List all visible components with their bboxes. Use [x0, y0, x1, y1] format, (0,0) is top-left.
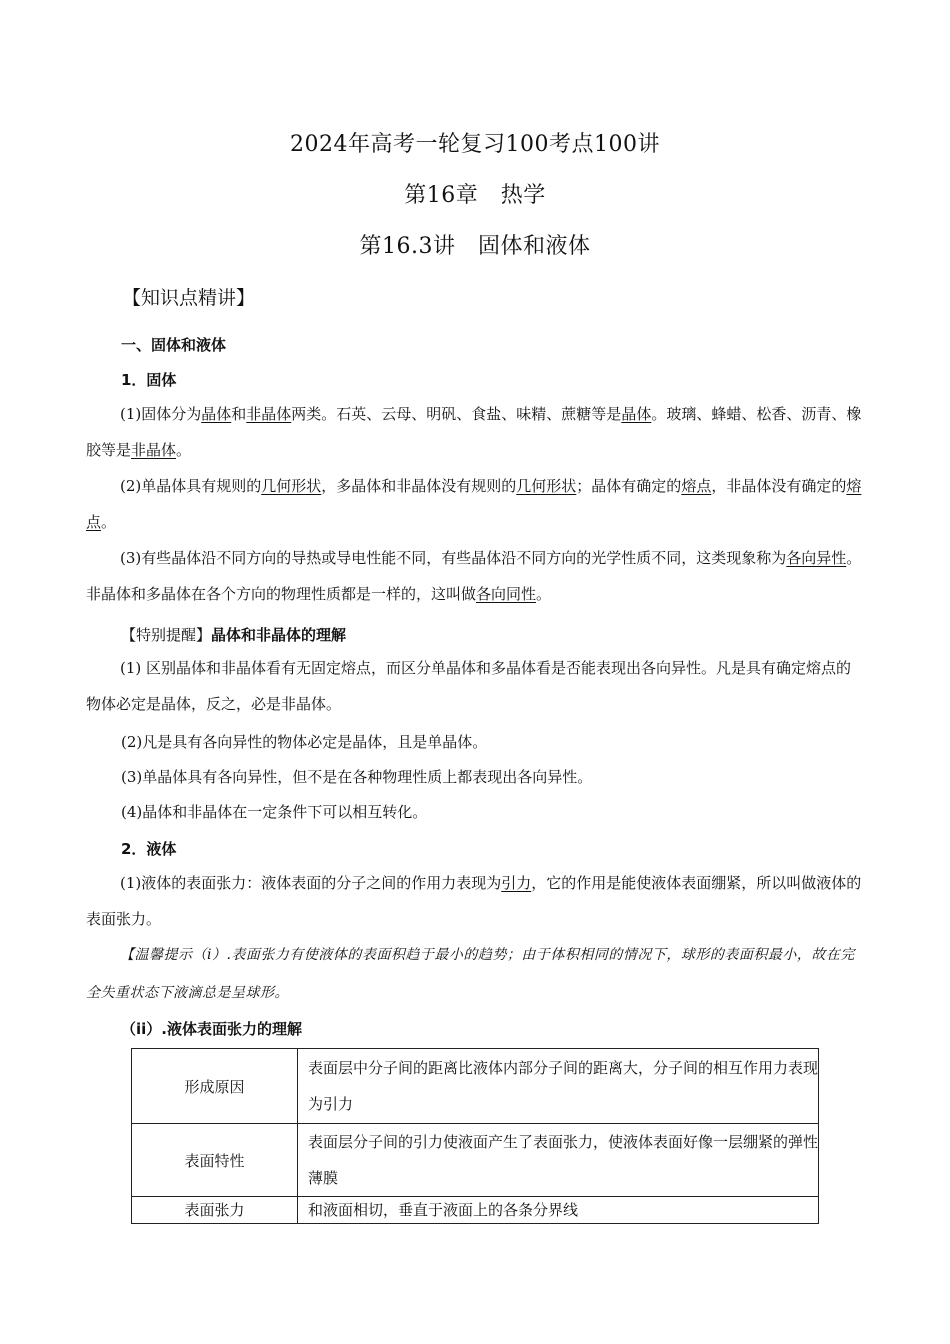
subheading-solid: 1．固体 [121, 371, 177, 389]
table-key-cell: 表面张力 [132, 1197, 298, 1224]
underlined-term: 几何形状 [261, 477, 322, 495]
text: 两类。石英、云母、明矾、食盐、味精、蔗糖等是 [291, 405, 622, 423]
paragraph-4 [86, 865, 866, 937]
paragraph-2 [86, 468, 866, 540]
text: (2)单晶体具有规则的 [120, 477, 262, 495]
tip-subheading: （ii）.液体表面张力的理解 [121, 1020, 302, 1038]
section-tag: 【知识点精讲】 [122, 287, 256, 309]
paragraph-1 [86, 396, 866, 468]
subheading-liquid: 2．液体 [121, 840, 177, 858]
tip-paragraph: 【温馨提示（i）.表面张力有使液体的表面积趋于最小的趋势；由于体积相同的情况下，球形的表面积最小，故在完全失重状态下液滴总是呈球形。 [86, 947, 855, 1001]
table-row [132, 1049, 819, 1124]
text: (1)固体分为 [120, 405, 202, 423]
remind-point-1: (1) 区别晶体和非晶体看有无固定熔点，而区分单晶体和多晶体看是否能表现出各向异性。凡是具有确定熔点的物体必定是晶体，反之，必是非晶体。 [86, 659, 852, 713]
underlined-term: 各向异性 [786, 549, 847, 567]
heading-solid-liquid: 一、固体和液体 [121, 336, 227, 354]
underlined-term: 非晶体 [246, 405, 292, 423]
surface-tension-table [131, 1048, 819, 1224]
text: ，多晶体和非晶体没有规则的 [321, 477, 517, 495]
document-title: 2024年高考一轮复习100考点100讲 [290, 132, 660, 157]
text: ，它的作用是能使液体表面绷紧，所以叫做液体的表面张力。 [86, 874, 862, 928]
underlined-term: 熔点 [681, 477, 712, 495]
text: (1)液体的表面张力：液体表面的分子之间的作用力表现为 [120, 874, 502, 892]
text: 。非晶体和多晶体在各个方向的物理性质都是一样的，这叫做 [86, 549, 862, 603]
text: 。 [101, 513, 117, 531]
remind-point-2: (2)凡是具有各向异性的物体必定是晶体，且是单晶体。 [121, 733, 488, 751]
underlined-term: 几何形状 [516, 477, 577, 495]
underlined-term: 引力 [501, 874, 532, 892]
underlined-term: 晶体 [621, 405, 652, 423]
text: 。玻璃、蜂蜡、松香、沥青、橡胶等是 [86, 405, 862, 459]
underlined-term: 熔点 [86, 477, 862, 531]
chapter-title: 第16章 热学 [404, 183, 546, 208]
underlined-term: 各向同性 [476, 585, 537, 603]
remind-title: 晶体和非晶体的理解 [211, 626, 347, 644]
paragraph-3 [86, 540, 866, 612]
table-row [132, 1124, 819, 1197]
table-key-cell: 形成原因 [132, 1049, 298, 1124]
text: ，非晶体没有确定的 [711, 477, 847, 495]
remind-bracket: 【特别提醒】 [121, 626, 212, 644]
remind-point-3: (3)单晶体具有各向异性，但不是在各种物理性质上都表现出各向异性。 [121, 768, 593, 786]
table-row [132, 1197, 819, 1224]
table-key-cell: 表面特性 [132, 1124, 298, 1197]
remind-point-4: (4)晶体和非晶体在一定条件下可以相互转化。 [121, 803, 428, 821]
table-value-cell: 表面层分子间的引力使液面产生了表面张力，使液体表面好像一层绷紧的弹性薄膜 [298, 1124, 819, 1197]
lecture-title: 第16.3讲 固体和液体 [359, 234, 591, 259]
text: 和 [231, 405, 247, 423]
text: 。 [536, 585, 552, 603]
underlined-term: 非晶体 [131, 441, 177, 459]
underlined-term: 晶体 [201, 405, 232, 423]
text: ；晶体有确定的 [576, 477, 682, 495]
remind-heading [121, 624, 346, 645]
table-value-cell: 和液面相切，垂直于液面上的各条分界线 [298, 1197, 819, 1224]
table-value-cell: 表面层中分子间的距离比液体内部分子间的距离大，分子间的相互作用力表现为引力 [298, 1049, 819, 1124]
text: (3)有些晶体沿不同方向的导热或导电性能不同，有些晶体沿不同方向的光学性质不同，这类现象称为 [120, 549, 787, 567]
text: 。 [176, 441, 192, 459]
